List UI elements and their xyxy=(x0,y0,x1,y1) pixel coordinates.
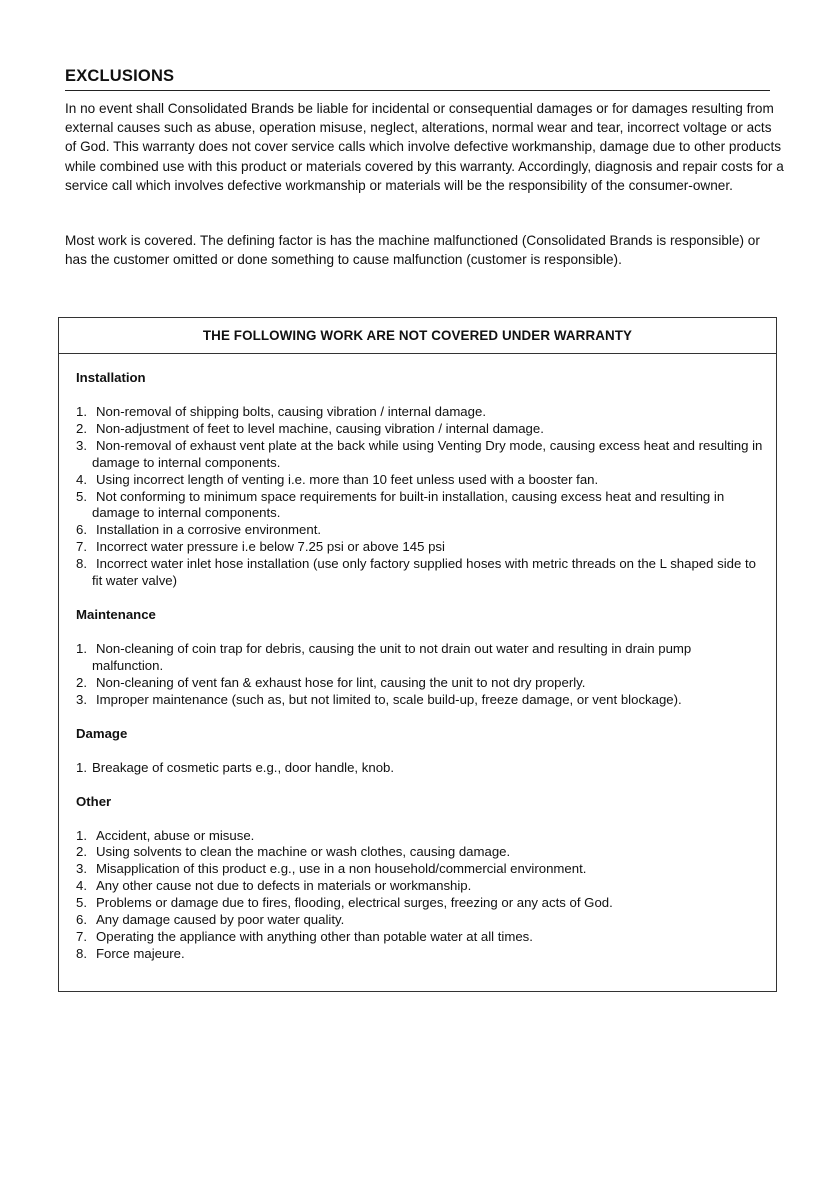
list-item-number: 5. xyxy=(76,895,87,911)
list-item xyxy=(76,878,766,895)
list-item-text: Using solvents to clean the machine or wash clothes, causing damage. xyxy=(96,844,511,860)
list-item-number: 7. xyxy=(76,928,87,944)
list-item-text: Any other cause not due to defects in materials or workmanship. xyxy=(96,878,472,894)
list-item xyxy=(76,522,766,539)
section-title-other: Other xyxy=(76,793,112,809)
list-item xyxy=(76,929,766,946)
list-item xyxy=(76,828,766,845)
maintenance-list xyxy=(76,641,766,709)
list-item-number: 3. xyxy=(76,861,87,877)
list-item-number: 8. xyxy=(76,556,87,572)
not-covered-title: THE FOLLOWING WORK ARE NOT COVERED UNDER WARRANTY xyxy=(59,318,776,354)
list-item-text: Operating the appliance with anything other than potable water at all times. xyxy=(96,928,533,944)
heading-divider xyxy=(65,90,770,91)
list-item-text: Non-adjustment of feet to level machine, causing vibration / internal damage. xyxy=(96,420,544,436)
list-item xyxy=(76,861,766,878)
other-list xyxy=(76,828,766,963)
list-item xyxy=(76,641,766,675)
list-item xyxy=(76,556,766,590)
installation-list xyxy=(76,404,766,590)
list-item-number: 4. xyxy=(76,878,87,894)
list-item-text: Incorrect water inlet hose installation (use only factory supplied hoses with metric threads on the L shaped side to fit water valve) xyxy=(92,556,756,589)
list-item-text: Force majeure. xyxy=(96,945,185,961)
list-item-number: 3. xyxy=(76,437,87,453)
list-item-text: Incorrect water pressure i.e below 7.25 psi or above 145 psi xyxy=(96,539,445,555)
list-item-number: 6. xyxy=(76,912,87,928)
list-item-number: 8. xyxy=(76,945,87,961)
list-item-text: Misapplication of this product e.g., use in a non household/commercial environment. xyxy=(96,861,587,877)
damage-list xyxy=(76,760,766,777)
list-item xyxy=(76,844,766,861)
not-covered-body xyxy=(59,354,776,963)
list-item-number: 6. xyxy=(76,522,87,538)
list-item xyxy=(76,438,766,472)
section-title-damage: Damage xyxy=(76,725,128,741)
section-title-maintenance: Maintenance xyxy=(76,606,156,622)
list-item-text: Installation in a corrosive environment. xyxy=(96,522,322,538)
list-item-number: 5. xyxy=(76,488,87,504)
exclusions-paragraph-2: Most work is covered. The defining factor is has the machine malfunctioned (Consolidated Brands is responsible) or has the customer omitted or done something to cause malfunction (customer is responsible). xyxy=(65,233,760,268)
section-title-installation: Installation xyxy=(76,370,146,385)
list-item-number: 1. xyxy=(76,404,87,419)
list-item-text: Not conforming to minimum space requirements for built-in installation, causing excess heat and resulting in damage to internal components. xyxy=(92,488,725,521)
list-item-text: Improper maintenance (such as, but not limited to, scale build-up, freeze damage, or vent blockage). xyxy=(96,691,682,707)
list-item xyxy=(76,489,766,523)
list-item xyxy=(76,675,766,692)
list-item-text: Using incorrect length of venting i.e. more than 10 feet unless used with a booster fan. xyxy=(96,471,599,487)
list-item-text: Non-cleaning of coin trap for debris, causing the unit to not drain out water and resulting in drain pump malfunction. xyxy=(92,640,692,673)
list-item-text: Accident, abuse or misuse. xyxy=(96,827,255,843)
list-item-number: 3. xyxy=(76,691,87,707)
exclusions-heading: EXCLUSIONS xyxy=(65,67,175,85)
exclusions-paragraph-1: In no event shall Consolidated Brands be liable for incidental or consequential damages or for damages resulting from external causes such as abuse, operation misuse, neglect, alterations, normal wear and tear, incorrect voltage or acts of God. This warranty does not cover service calls which involve defective workmanship, damage due to other products while combined use with this product or materials covered by this warranty. Accordingly, diagnosis and repair costs for a service call which involves defective workmanship or materials will be the responsibility of the consumer-owner. xyxy=(65,101,784,193)
list-item xyxy=(76,539,766,556)
list-item-number: 7. xyxy=(76,539,87,555)
list-item-number: 4. xyxy=(76,471,87,487)
list-item xyxy=(76,895,766,912)
list-item-text: Any damage caused by poor water quality. xyxy=(96,912,345,928)
list-item xyxy=(76,472,766,489)
list-item-text: Non-cleaning of vent fan & exhaust hose for lint, causing the unit to not dry properly. xyxy=(96,674,586,690)
list-item-number: 1. xyxy=(76,640,87,656)
list-item-number: 1. xyxy=(76,759,87,775)
list-item-text: Non-removal of exhaust vent plate at the back while using Venting Dry mode, causing excess heat and resulting in damage to internal components. xyxy=(92,437,763,470)
list-item xyxy=(76,946,766,963)
list-item xyxy=(76,421,766,438)
list-item-text: Non-removal of shipping bolts, causing vibration / internal damage. xyxy=(96,404,486,419)
not-covered-box xyxy=(58,317,777,992)
list-item-text: Breakage of cosmetic parts e.g., door handle, knob. xyxy=(92,759,395,775)
list-item xyxy=(76,760,766,777)
list-item-text: Problems or damage due to fires, flooding, electrical surges, freezing or any acts of God. xyxy=(96,895,613,911)
list-item-number: 2. xyxy=(76,674,87,690)
list-item xyxy=(76,692,766,709)
list-item-number: 1. xyxy=(76,827,87,843)
list-item-number: 2. xyxy=(76,844,87,860)
list-item-number: 2. xyxy=(76,420,87,436)
list-item xyxy=(76,912,766,929)
list-item xyxy=(76,404,766,421)
